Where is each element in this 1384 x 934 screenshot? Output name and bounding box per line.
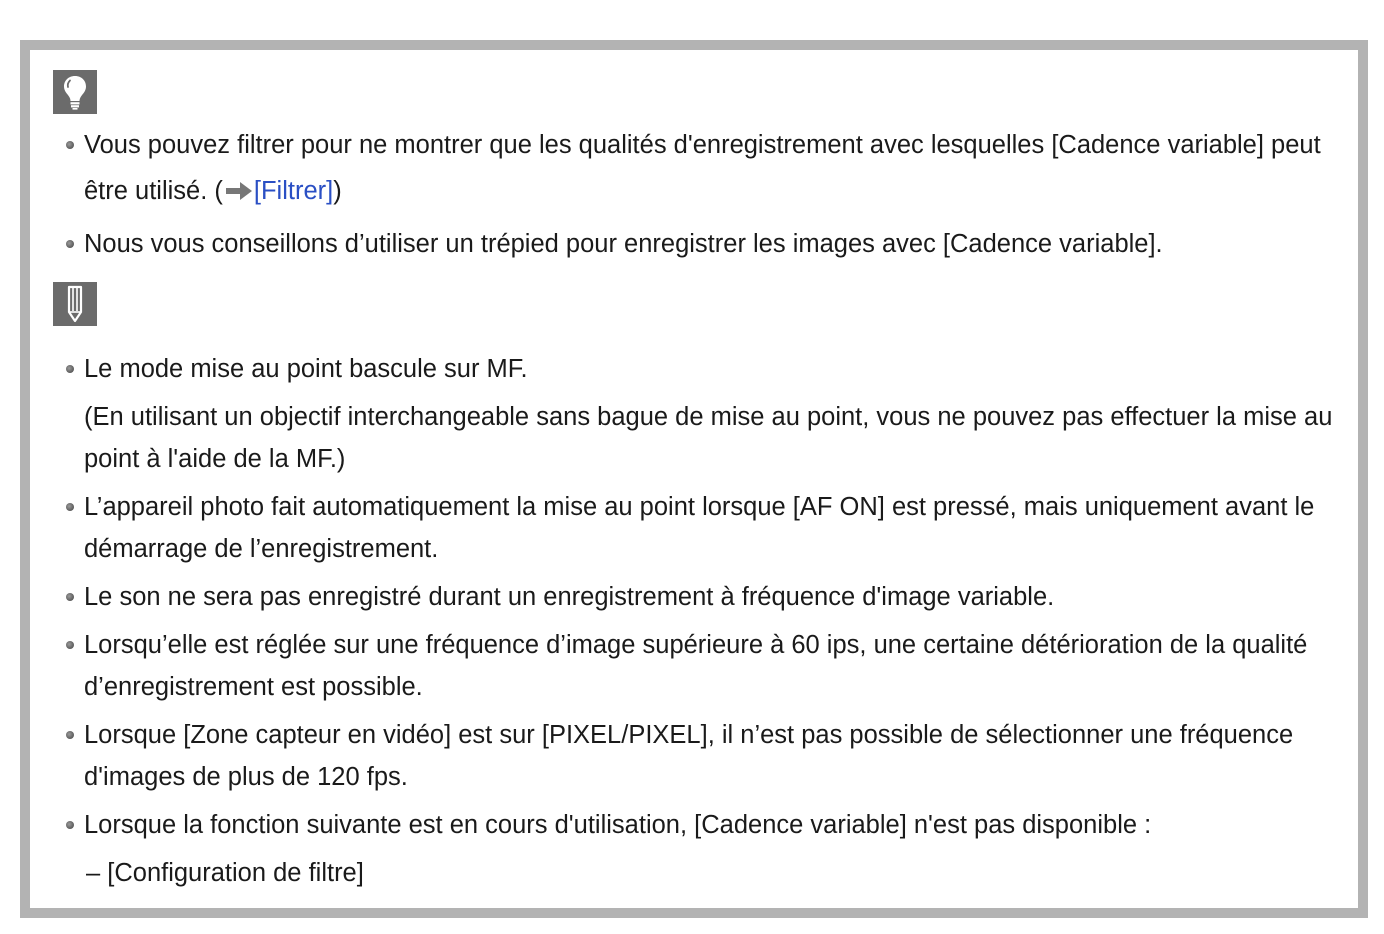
list-item	[66, 714, 1338, 798]
list-item	[66, 122, 1338, 217]
note-text: Lorsque [Zone capteur en vidéo] est sur [PIXEL/PIXEL], il n’est pas possible de sélectionner une fréquence d'images de plus de 120 fps.	[84, 721, 1294, 791]
bullet-icon	[66, 503, 74, 511]
pencil-icon	[53, 282, 97, 326]
note-text: Lorsque la fonction suivante est en cours d'utilisation, [Cadence variable] n'est pas disponible :	[84, 811, 1152, 839]
list-item	[66, 221, 1338, 267]
lightbulb-icon	[53, 70, 97, 114]
bullet-icon	[66, 593, 74, 601]
list-item	[66, 576, 1338, 618]
tip-text: Vous pouvez filtrer pour ne montrer que les qualités d'enregistrement avec lesquelles [Cadence variable] peut être utilisé. (	[84, 131, 1321, 205]
note-text: Le son ne sera pas enregistré durant un enregistrement à fréquence d'image variable.	[84, 583, 1055, 611]
bullet-icon	[66, 365, 74, 373]
right-arrow-icon	[225, 171, 253, 217]
filter-link[interactable]: [Filtrer]	[253, 177, 334, 205]
list-item	[66, 804, 1338, 894]
bullet-icon	[66, 240, 74, 248]
note-subtext: (En utilisant un objectif interchangeable sans bague de mise au point, vous ne pouvez pas effectuer la mise au point à l'aide de la MF.)	[84, 403, 1333, 473]
bullet-icon	[66, 821, 74, 829]
note-text: Le mode mise au point bascule sur MF.	[84, 355, 528, 383]
bullet-icon	[66, 141, 74, 149]
notes-list	[66, 348, 1338, 894]
note-text: L’appareil photo fait automatiquement la mise au point lorsque [AF ON] est pressé, mais uniquement avant le démarrage de l’enregistrement.	[84, 493, 1315, 563]
tip-text: Nous vous conseillons d’utiliser un trépied pour enregistrer les images avec [Cadence variable].	[84, 230, 1163, 258]
bullet-icon	[66, 641, 74, 649]
tip-text-end: )	[333, 177, 342, 205]
note-text: Lorsqu’elle est réglée sur une fréquence d’image supérieure à 60 ips, une certaine détérioration de la qualité d’enregistrement est possible.	[84, 631, 1308, 701]
bullet-icon	[66, 731, 74, 739]
list-item	[66, 624, 1338, 708]
tips-list	[66, 122, 1338, 267]
list-item	[66, 486, 1338, 570]
list-item	[66, 348, 1338, 480]
note-subitem: – [Configuration de filtre]	[86, 859, 364, 887]
note-panel	[20, 40, 1368, 918]
